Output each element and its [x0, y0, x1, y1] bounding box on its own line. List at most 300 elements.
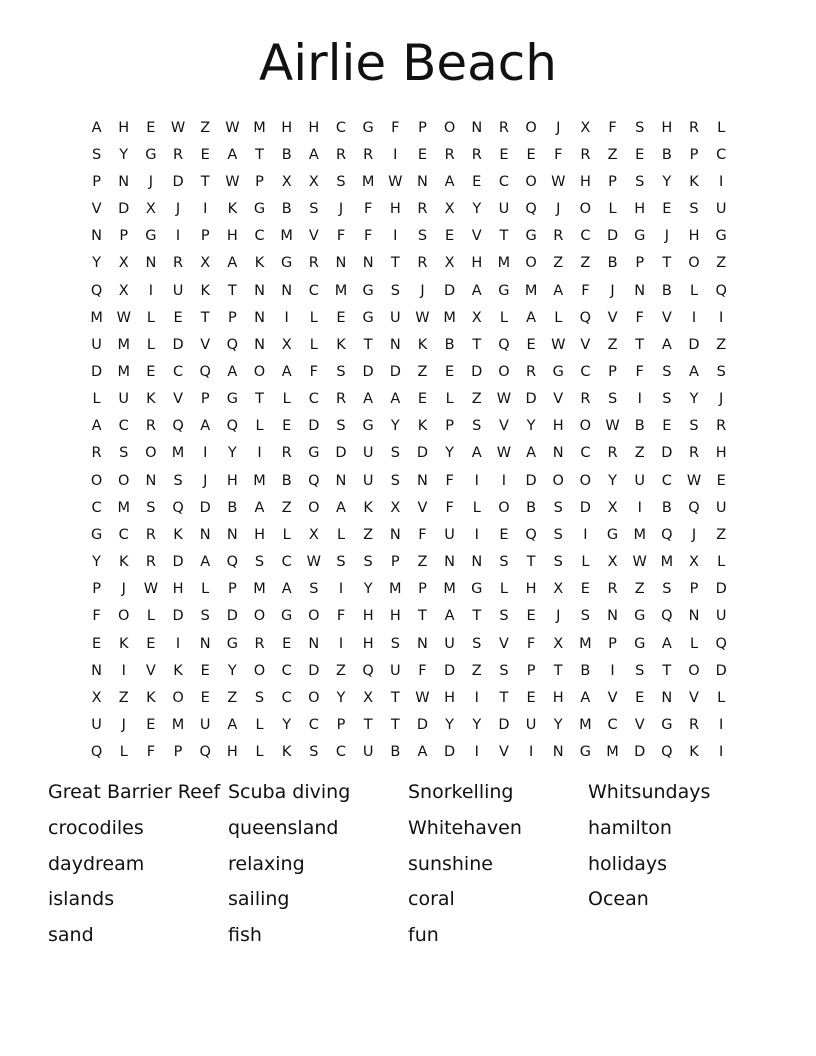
grid-letter: Z: [363, 526, 374, 543]
grid-letter: A: [444, 173, 455, 190]
grid-letter: Q: [226, 418, 239, 435]
grid-letter: C: [607, 717, 618, 734]
grid-letter: M: [334, 282, 348, 299]
grid-letter: R: [145, 554, 156, 571]
grid-letter: Z: [417, 363, 428, 380]
grid-letter: Z: [716, 526, 727, 543]
grid-letter: N: [417, 635, 428, 652]
grid-letter: Q: [199, 744, 211, 761]
grid-letter: S: [499, 608, 509, 625]
grid-letter: A: [227, 717, 238, 734]
grid-letter: Z: [553, 255, 564, 272]
grid-letter: P: [418, 581, 427, 598]
grid-letter: H: [172, 581, 184, 598]
grid-letter: K: [146, 391, 156, 408]
grid-letter: B: [281, 472, 292, 489]
grid-letter: I: [583, 526, 588, 543]
grid-letter: C: [308, 391, 319, 408]
grid-letter: M: [117, 363, 130, 380]
grid-letter: O: [579, 201, 592, 218]
grid-letter: R: [580, 391, 591, 408]
grid-letter: R: [580, 146, 591, 163]
grid-letter: Z: [118, 689, 129, 706]
grid-letter: D: [715, 662, 727, 679]
grid-letter: S: [635, 119, 645, 136]
grid-letter: S: [336, 363, 346, 380]
grid-letter: S: [417, 228, 428, 245]
grid-letter: F: [92, 608, 101, 625]
grid-letter: X: [363, 689, 374, 706]
grid-letter: I: [637, 499, 642, 516]
grid-letter: Y: [662, 173, 672, 190]
grid-letter: Q: [172, 418, 184, 435]
grid-letter: F: [635, 363, 644, 380]
grid-letter: L: [146, 336, 155, 353]
grid-letter: K: [417, 418, 428, 435]
grid-letter: D: [172, 173, 184, 190]
grid-letter: Z: [607, 146, 618, 163]
grid-letter: C: [308, 717, 319, 734]
grid-letter: V: [417, 499, 428, 516]
grid-letter: F: [146, 744, 156, 761]
grid-letter: G: [362, 418, 374, 435]
grid-letter: T: [662, 255, 672, 272]
grid-letter: T: [255, 391, 264, 408]
grid-letter: A: [444, 608, 455, 625]
grid-letter: S: [309, 201, 319, 218]
grid-letter: N: [335, 472, 347, 489]
grid-letter: S: [254, 689, 265, 706]
grid-letter: R: [308, 255, 319, 272]
grid-letter: L: [309, 309, 318, 326]
grid-letter: J: [148, 173, 154, 190]
grid-letter: G: [715, 228, 727, 245]
grid-letter: U: [525, 717, 537, 734]
grid-letter: F: [608, 119, 617, 136]
grid-letter: I: [474, 472, 479, 489]
grid-letter: S: [689, 418, 699, 435]
grid-letter: R: [526, 363, 537, 380]
grid-letter: Z: [634, 581, 645, 598]
grid-letter: S: [635, 173, 645, 190]
grid-letter: V: [498, 635, 509, 652]
grid-letter: E: [200, 146, 210, 163]
grid-letter: L: [717, 554, 726, 571]
grid-letter: D: [118, 201, 130, 218]
grid-letter: C: [498, 173, 509, 190]
grid-letter: Z: [716, 255, 727, 272]
grid-letter: G: [661, 717, 673, 734]
grid-letter: D: [661, 445, 673, 462]
grid-letter: L: [581, 554, 590, 571]
grid-letter: F: [581, 282, 590, 299]
grid-letter: S: [662, 363, 672, 380]
grid-letter: Y: [336, 689, 346, 706]
grid-letter: I: [637, 391, 642, 408]
grid-letter: J: [420, 282, 425, 299]
grid-letter: Y: [282, 717, 292, 734]
grid-letter: T: [499, 228, 509, 245]
grid-letter: H: [661, 119, 673, 136]
grid-letter: F: [336, 608, 346, 625]
grid-letter: D: [525, 472, 537, 489]
grid-letter: Z: [607, 336, 618, 353]
grid-letter: J: [719, 391, 724, 408]
grid-letter: V: [498, 418, 509, 435]
word-list-item: relaxing: [228, 852, 305, 875]
grid-letter: N: [145, 255, 157, 272]
grid-letter: B: [444, 336, 455, 353]
grid-letter: Q: [308, 472, 320, 489]
grid-letter: T: [635, 336, 645, 353]
grid-letter: R: [417, 255, 428, 272]
grid-letter: M: [280, 228, 293, 245]
grid-letter: Z: [580, 255, 591, 272]
grid-letter: M: [497, 255, 511, 272]
grid-letter: G: [90, 526, 103, 543]
grid-letter: D: [308, 418, 320, 435]
grid-letter: G: [281, 255, 293, 272]
grid-letter: F: [418, 662, 427, 679]
grid-letter: Q: [661, 526, 673, 543]
grid-letter: N: [308, 635, 320, 652]
grid-letter: K: [254, 255, 265, 272]
grid-letter: I: [393, 228, 398, 245]
grid-letter: W: [170, 119, 186, 136]
grid-letter: M: [253, 581, 266, 598]
grid-letter: E: [499, 146, 509, 163]
grid-letter: D: [172, 608, 184, 625]
grid-letter: Q: [362, 662, 374, 679]
grid-letter: R: [607, 445, 618, 462]
grid-letter: J: [121, 717, 126, 734]
grid-letter: I: [393, 146, 398, 163]
grid-letter: M: [361, 173, 375, 190]
grid-letter: T: [390, 717, 400, 734]
grid-letter: Z: [471, 662, 482, 679]
grid-letter: J: [691, 526, 697, 543]
grid-letter: I: [691, 309, 697, 326]
grid-letter: R: [444, 146, 455, 163]
grid-letter: O: [172, 689, 184, 706]
grid-letter: H: [226, 228, 238, 245]
grid-letter: J: [610, 282, 615, 299]
grid-letter: E: [146, 635, 156, 652]
grid-letter: O: [552, 472, 564, 489]
grid-letter: L: [309, 336, 318, 353]
grid-letter: Y: [608, 472, 617, 489]
grid-letter: G: [362, 119, 374, 136]
puzzle-title: Airlie Beach: [259, 34, 557, 92]
grid-letter: N: [661, 689, 673, 706]
grid-letter: F: [363, 228, 373, 245]
grid-letter: E: [526, 689, 536, 706]
grid-letter: J: [203, 472, 208, 489]
grid-letter: K: [689, 744, 699, 761]
grid-letter: K: [417, 336, 428, 353]
grid-letter: R: [553, 228, 564, 245]
grid-letter: B: [661, 282, 672, 299]
grid-letter: P: [200, 391, 210, 408]
grid-letter: A: [661, 635, 672, 652]
grid-letter: X: [553, 581, 564, 598]
grid-letter: C: [580, 445, 591, 462]
grid-letter: B: [281, 201, 292, 218]
grid-letter: D: [389, 363, 401, 380]
grid-letter: V: [689, 689, 699, 706]
grid-letter: T: [200, 173, 210, 190]
grid-letter: U: [362, 445, 374, 462]
grid-letter: X: [308, 173, 319, 190]
grid-letter: V: [607, 309, 618, 326]
grid-letter: I: [203, 201, 208, 218]
grid-letter: O: [443, 119, 456, 136]
grid-letter: I: [203, 445, 208, 462]
grid-letter: F: [363, 201, 373, 218]
grid-letter: H: [552, 418, 564, 435]
grid-letter: L: [336, 526, 346, 543]
grid-letter: N: [389, 336, 401, 353]
grid-letter: C: [254, 228, 265, 245]
grid-letter: E: [526, 608, 536, 625]
grid-letter: S: [662, 391, 672, 408]
grid-letter: Q: [226, 336, 239, 353]
grid-letter: J: [556, 119, 561, 136]
grid-letter: R: [173, 255, 184, 272]
grid-letter: D: [498, 717, 510, 734]
grid-letter: W: [551, 173, 566, 190]
grid-letter: U: [91, 717, 102, 734]
grid-letter: B: [634, 418, 645, 435]
grid-letter: S: [146, 499, 156, 516]
grid-letter: L: [689, 282, 699, 299]
grid-letter: Q: [688, 499, 700, 516]
grid-letter: I: [610, 662, 615, 679]
grid-letter: T: [526, 554, 536, 571]
grid-letter: G: [634, 608, 646, 625]
grid-letter: J: [556, 201, 561, 218]
grid-letter: C: [335, 119, 347, 136]
grid-letter: X: [91, 689, 102, 706]
grid-letter: P: [92, 581, 101, 598]
grid-letter: U: [389, 309, 401, 326]
grid-letter: X: [118, 282, 129, 299]
grid-letter: P: [526, 662, 536, 679]
word-list-item: islands: [48, 888, 115, 911]
grid-letter: K: [118, 554, 129, 571]
grid-letter: I: [175, 228, 181, 245]
grid-letter: V: [634, 717, 645, 734]
grid-letter: K: [689, 173, 699, 190]
grid-letter: U: [715, 201, 727, 218]
grid-letter: B: [580, 662, 591, 679]
grid-letter: X: [553, 635, 564, 652]
grid-letter: H: [226, 744, 238, 761]
grid-letter: L: [608, 201, 617, 218]
grid-letter: I: [719, 744, 724, 761]
grid-letter: L: [146, 309, 155, 326]
grid-letter: Y: [445, 717, 455, 734]
grid-letter: U: [118, 391, 130, 408]
grid-letter: D: [634, 744, 646, 761]
grid-letter: A: [363, 391, 374, 408]
grid-letter: R: [417, 201, 428, 218]
grid-letter: O: [118, 472, 130, 489]
grid-letter: L: [554, 309, 563, 326]
grid-letter: D: [416, 445, 429, 462]
grid-letter: B: [390, 744, 401, 761]
grid-letter: P: [689, 146, 699, 163]
word-list-item: sailing: [228, 888, 290, 911]
grid-letter: D: [90, 363, 103, 380]
grid-letter: M: [660, 554, 674, 571]
grid-letter: P: [635, 255, 645, 272]
grid-letter: G: [362, 309, 374, 326]
grid-letter: Y: [472, 201, 482, 218]
grid-letter: A: [526, 309, 537, 326]
grid-letter: M: [524, 282, 538, 299]
grid-letter: H: [226, 472, 238, 489]
word-list-item: coral: [408, 888, 455, 911]
grid-letter: Q: [661, 744, 673, 761]
grid-letter: H: [389, 608, 401, 625]
grid-letter: A: [471, 445, 482, 462]
grid-letter: D: [606, 228, 619, 245]
grid-letter: L: [717, 689, 726, 706]
grid-letter: E: [146, 717, 156, 734]
grid-letter: T: [390, 255, 400, 272]
grid-letter: K: [363, 499, 373, 516]
grid-letter: G: [634, 228, 646, 245]
grid-letter: H: [389, 201, 401, 218]
grid-letter: N: [199, 635, 211, 652]
grid-letter: A: [281, 363, 292, 380]
grid-letter: E: [716, 472, 726, 489]
grid-letter: N: [91, 662, 102, 679]
grid-letter: Q: [90, 744, 103, 761]
grid-letter: Q: [199, 363, 211, 380]
grid-letter: S: [200, 608, 210, 625]
grid-letter: G: [308, 445, 320, 462]
grid-letter: U: [444, 635, 455, 652]
grid-letter: U: [91, 336, 102, 353]
grid-letter: L: [282, 391, 291, 408]
grid-letter: X: [145, 201, 156, 218]
grid-letter: K: [227, 201, 238, 218]
grid-letter: G: [634, 635, 646, 652]
grid-letter: V: [553, 391, 564, 408]
grid-letter: Z: [716, 336, 727, 353]
grid-letter: H: [471, 255, 483, 272]
grid-letter: V: [200, 336, 211, 353]
grid-letter: R: [173, 146, 184, 163]
grid-letter: W: [686, 472, 702, 489]
grid-letter: M: [606, 744, 619, 761]
grid-letter: V: [580, 336, 591, 353]
grid-letter: O: [308, 689, 320, 706]
grid-letter: L: [255, 418, 264, 435]
grid-letter: Z: [227, 689, 238, 706]
grid-letter: H: [634, 201, 646, 218]
grid-letter: R: [688, 119, 700, 136]
grid-letter: D: [444, 744, 456, 761]
grid-letter: W: [496, 391, 512, 408]
grid-letter: H: [362, 635, 374, 652]
grid-letter: S: [607, 391, 618, 408]
grid-letter: D: [688, 336, 700, 353]
grid-letter: I: [257, 445, 262, 462]
grid-letter: Q: [525, 526, 537, 543]
word-list-item: fish: [228, 924, 262, 946]
grid-letter: P: [255, 173, 264, 190]
grid-letter: M: [171, 717, 185, 734]
grid-letter: V: [145, 662, 156, 679]
grid-letter: N: [552, 744, 564, 761]
grid-letter: Z: [281, 499, 292, 516]
grid-letter: D: [335, 445, 347, 462]
grid-letter: B: [661, 146, 672, 163]
grid-letter: X: [308, 526, 319, 543]
grid-letter: T: [390, 689, 400, 706]
grid-letter: W: [225, 173, 240, 190]
grid-letter: R: [254, 635, 265, 652]
grid-letter: P: [418, 119, 427, 136]
grid-letter: O: [253, 608, 266, 625]
grid-letter: S: [254, 554, 265, 571]
grid-letter: O: [525, 173, 537, 190]
grid-letter: U: [444, 526, 455, 543]
grid-letter: X: [281, 173, 292, 190]
grid-letter: C: [580, 363, 591, 380]
grid-letter: I: [474, 526, 479, 543]
grid-letter: M: [579, 717, 592, 734]
grid-letter: M: [253, 472, 266, 489]
grid-letter: K: [336, 336, 346, 353]
grid-letter: W: [143, 581, 159, 598]
grid-letter: A: [390, 391, 401, 408]
grid-letter: U: [715, 499, 727, 516]
grid-letter: R: [363, 146, 374, 163]
grid-letter: R: [335, 391, 347, 408]
grid-letter: E: [635, 689, 645, 706]
grid-letter: T: [472, 336, 482, 353]
grid-letter: Z: [336, 662, 346, 679]
grid-letter: A: [281, 581, 292, 598]
grid-letter: R: [607, 581, 618, 598]
grid-letter: X: [471, 309, 482, 326]
grid-letter: H: [579, 173, 591, 190]
grid-letter: S: [580, 608, 590, 625]
grid-letter: E: [200, 689, 210, 706]
grid-letter: A: [471, 282, 482, 299]
grid-letter: T: [363, 717, 373, 734]
grid-letter: I: [719, 309, 724, 326]
grid-letter: E: [146, 119, 156, 136]
grid-letter: X: [580, 119, 591, 136]
grid-letter: K: [146, 689, 156, 706]
grid-letter: H: [525, 581, 537, 598]
grid-letter: G: [281, 608, 293, 625]
grid-letter: T: [553, 662, 563, 679]
grid-letter: Y: [526, 418, 536, 435]
grid-letter: P: [608, 173, 617, 190]
grid-letter: B: [227, 499, 238, 516]
grid-letter: M: [90, 309, 103, 326]
grid-letter: F: [526, 635, 536, 652]
grid-letter: A: [200, 554, 211, 571]
grid-letter: B: [526, 499, 537, 516]
grid-letter: E: [445, 363, 455, 380]
